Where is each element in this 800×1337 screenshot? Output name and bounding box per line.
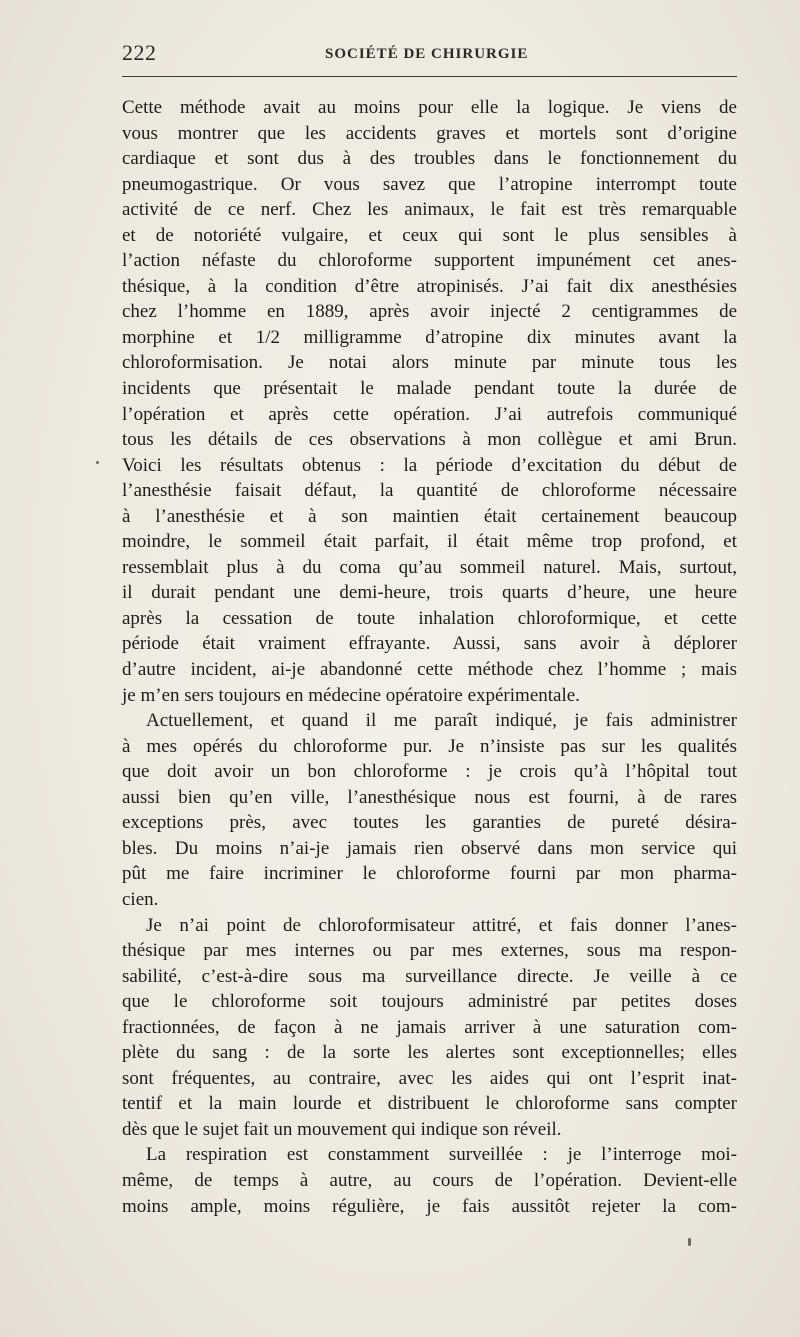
paragraph <box>122 913 737 1143</box>
text-line: pût me faire incriminer le chloroforme fourni par mon pharma- <box>122 863 737 885</box>
text-line: après la cessation de toute inhalation chloroformique, et cette <box>122 607 737 629</box>
paragraph <box>122 1142 737 1219</box>
text-line: l’anesthésie faisait défaut, la quantité de chloroforme nécessaire <box>122 480 737 502</box>
text-line: chez l’homme en 1889, après avoir injecté 2 centigrammes de <box>122 301 737 323</box>
text-line: tentif et la main lourde et distribuent le chloroforme sans compter <box>122 1093 737 1115</box>
text-line: l’opération et après cette opération. J’ai autrefois communiqué <box>122 403 737 425</box>
page-number: 222 <box>122 40 157 65</box>
text-line: même, de temps à autre, au cours de l’opération. Devient-elle <box>122 1169 737 1191</box>
text-line: ressemblait plus à du coma qu’au sommeil naturel. Mais, surtout, <box>122 556 737 578</box>
body-text <box>122 95 737 1219</box>
text-line: dès que le sujet fait un mouvement qui indique son réveil. <box>122 1118 562 1140</box>
text-line: aussi bien qu’en ville, l’anesthésique nous est fourni, à de rares <box>122 786 737 808</box>
text-line: je m’en sers toujours en médecine opératoire expérimentale. <box>122 684 580 706</box>
text-line: pneumogastrique. Or vous savez que l’atropine interrompt toute <box>122 173 737 195</box>
text-line: d’autre incident, ai-je abandonné cette méthode chez l’homme ; mais <box>122 659 737 681</box>
text-line: bles. Du moins n’ai-je jamais rien observé dans mon service qui <box>122 837 737 859</box>
text-line: incidents que présentait le malade pendant toute la durée de <box>122 378 737 400</box>
text-line: et de notoriété vulgaire, et ceux qui sont le plus sensibles à <box>122 224 737 246</box>
text-line: Actuellement, et quand il me paraît indiqué, je fais administrer <box>146 710 737 732</box>
text-line: Cette méthode avait au moins pour elle la logique. Je viens de <box>122 97 737 118</box>
text-line: vous montrer que les accidents graves et mortels sont d’origine <box>122 122 737 144</box>
text-line: que doit avoir un bon chloroforme : je crois qu’à l’hôpital tout <box>122 761 737 783</box>
text-line: cien. <box>122 888 159 910</box>
ink-speck <box>96 461 99 464</box>
text-line: plète du sang : de la sorte les alertes sont exceptionnelles; elles <box>122 1042 737 1064</box>
text-line: à l’anesthésie et à son maintien était certainement beaucoup <box>122 505 737 527</box>
text-line: période était vraiment effrayante. Aussi, sans avoir à déplorer <box>122 633 737 655</box>
running-head: SOCIÉTÉ DE CHIRURGIE <box>325 46 529 62</box>
text-line: fractionnées, de façon à ne jamais arriver à une saturation com- <box>122 1016 737 1038</box>
text-line: sont fréquentes, au contraire, avec les aides qui ont l’esprit inat- <box>122 1067 737 1089</box>
text-line: cardiaque et sont dus à des troubles dans le fonctionnement du <box>122 148 737 170</box>
header-rule <box>122 76 737 77</box>
text-line: moindre, le sommeil était parfait, il était même trop profond, et <box>122 531 737 553</box>
text-line: à mes opérés du chloroforme pur. Je n’insiste pas sur les qualités <box>122 735 737 757</box>
paragraph <box>122 708 737 912</box>
text-line: activité de ce nerf. Chez les animaux, le fait est très remarquable <box>122 199 737 221</box>
text-line: sabilité, c’est-à-dire sous ma surveillance directe. Je veille à ce <box>122 965 737 987</box>
text-line: l’action néfaste du chloroforme supportent impunément cet anes- <box>122 250 737 272</box>
text-line: Je n’ai point de chloroformisateur attitré, et fais donner l’anes- <box>146 914 737 936</box>
text-line: La respiration est constamment surveillée : je l’interroge moi- <box>146 1144 737 1166</box>
page-header <box>122 40 737 76</box>
text-line: que le chloroforme soit toujours administré par petites doses <box>122 991 737 1013</box>
ink-speck <box>688 1238 691 1246</box>
text-line: chloroformisation. Je notai alors minute par minute tous les <box>122 352 737 374</box>
text-line: moins ample, moins régulière, je fais aussitôt rejeter la com- <box>122 1195 737 1217</box>
text-line: thésique par mes internes ou par mes externes, sous ma respon- <box>122 940 737 962</box>
text-line: morphine et 1/2 milligramme d’atropine dix minutes avant la <box>122 326 737 348</box>
text-line: exceptions près, avec toutes les garanties de pureté désira- <box>122 812 737 834</box>
text-line: Voici les résultats obtenus : la période d’excitation du début de <box>122 454 737 476</box>
text-line: thésique, à la condition d’être atropinisés. J’ai fait dix anesthésies <box>122 275 737 297</box>
text-line: tous les détails de ces observations à mon collègue et ami Brun. <box>122 429 737 451</box>
text-line: il durait pendant une demi-heure, trois quarts d’heure, une heure <box>122 582 737 604</box>
paragraph <box>122 95 737 708</box>
